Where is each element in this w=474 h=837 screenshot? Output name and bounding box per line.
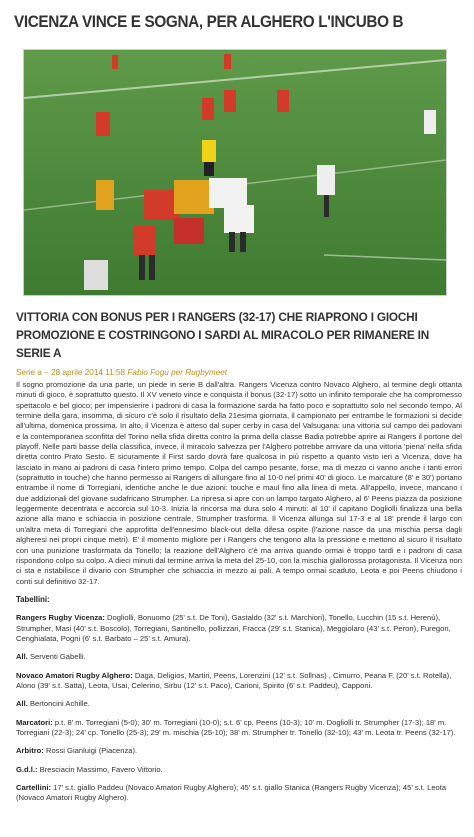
section-label: G.d.l.: xyxy=(16,764,38,774)
lineup-alghero xyxy=(16,671,462,692)
category-link[interactable]: Serie a xyxy=(16,368,42,377)
touch-judges xyxy=(16,765,462,775)
section-label: Marcatori: xyxy=(16,717,53,727)
cards xyxy=(16,783,462,804)
article-author[interactable]: Fabio Fogu per Rugbymeet xyxy=(127,368,228,377)
section-text: Dogliolli, Bonuomo (25' s.t. De Toni), Gastaldo (32' s.t. Marchiori), Tonello, Lucchin (15 s.t. Herenù), Strumpher, Masi (40' s.t. Boscolo), Torregiani, Santinello, pollizzari, Fracca (29' s.t. Stanica), Meggiolaro (43' s.t. Peron), Furegon, Cenghialata, Pogni (6' s.t. Barbato – 25' s.t. Amura). xyxy=(16,613,451,643)
section-text: Serventi Gabelli. xyxy=(27,652,86,662)
article-subheadline: VITTORIA CON BONUS PER I RANGERS (32-17) CHE RIAPRONO I GIOCHI PROMOZIONE E COSTRINGONO I SARDI AL MIRACOLO PER RIMANERE IN SERIE A xyxy=(16,310,430,360)
rugby-match-photo xyxy=(24,50,446,295)
section-text: Rossi Gianluigi (Piacenza). xyxy=(43,746,138,756)
tabellini-label: Tabellini: xyxy=(16,594,50,604)
article-body: Il sogno promozione da una parte, un piede in serie B dall'altra. Rangers Vicenza contro Novaco Alghero, al termine degli ottanta minuti di gioco, è soprattutto questo. Il XV veneto vince e conquista il bonus (32-17) sotto un infinito temporale che ha compromesso spettacolo e bel gioco; per impensierire i padroni di casa la formazione sarda ha fatto poco e soprattutto solo nel secondo tempo. Al termine della gara, insomma, di sicuro c'è solo il risultato della 21esima giornata, il campionato per entrambe le formazioni si decide all'ultima, domenica prossima. In alto, il Vicenza è atteso dal super cerby in casa del Valsugana: una vittoria sul campo dei padovani e la contemporanea sconfitta del Torino nella sfida diretta contro la prima della classe Badia potrebbe aprire ai Rangers il portone del playoff. Nelle parti basse della classifica, invece, il miracolo salvezza per l'Alghero potrebbe arrivare da una vittoria 'piena' nella sfida diretta contro Prato Sesto. E sicuramente il First sardo dovrà fare qualcosa in più rispetto a quanto visto ieri a Vicenza, dove ha lasciato in mano ai padroni di casa l'intero primo tempo. Colpa del campo pesante, forse, ma di mezzo ci vanno anche i tanti errori (soprattutto in touche) che hanno permesso ai Rangers di allungare fino al 10-0 nel primi 40' di gioco. Le marcature (8' e 30') portano entrambe il nome di Torregiani, identiche anche le due azioni: touche e maul fino alla linea di meta. All'appello, invece, mancano i due addizionali del giovane sudafricano Strumpher. La ripresa si apre con un lampo targato Alghero, al 6' Peens piazza da posizione leggermente decentrata e accorcia sul 10-3. Inizia la rincorsa ma dura solo 4 minuti: al 10' il capitano Dogliolli finalizza una bella azione alla mano e schiaccia in posizione centrale, Strumpher trasforma. Il Vicenza allunga sul 17-3 e al 18' prende il largo con un'altra meta di Torregiani che approfitta dell'ennesimo black-out della difesa ospite (l'azione nasce da una mischia persa dagli algheresi nei propri cinque metri). E' il momento migliore per i Rangers che tengono alta la pressione e mettono al sicuro il risultato con una punizione trasformata da Tonello; la reazione dell'Alghero c'è ma arriva quando ormai è troppo tardi e i padroni di casa rispondono colpo su colpo. A dieci minuti dal termine arriva la meta del 25-10, con la mischia giallorossa protagonista. Il Vicenza non ci sta e ristabilisce il divario con Strumpher che schiaccia in mezzo ai pali. A tempo ormai scaduto, Leota e poi Peens chiudono i conti sul definitivo 32-17. xyxy=(16,380,462,586)
article-photo xyxy=(23,49,447,296)
article-headline: VICENZA VINCE E SOGNA, PER ALGHERO L'INCUBO B xyxy=(14,12,404,31)
section-text: Daga, Deligios, Martiri, Peens, Lorenzini (12' s.t. Sollnas) , Cimurro, Peana F. (20' s.t. Rotella), Alono (39' s.t. Satta), Leota, Usai, Celerino, Sirbu (12' s.t. Paco), Carioni, Spirito (6' s.t. Paddeu), Capponi. xyxy=(16,670,452,690)
section-label: All. xyxy=(16,699,28,709)
section-text: 17' s.t. giallo Paddeu (Novaco Amatori Rugby Alghero); 45' s.t. giallo Stanica (Rangers Rugby Vicenza); 45' s.t. Leota (Novaco Amatori Rugby Alghero). xyxy=(16,783,447,803)
section-label: Novaco Amatori Rugby Alghero: xyxy=(16,670,133,680)
article-page xyxy=(0,12,474,837)
section-label: Cartellini: xyxy=(16,783,52,792)
meta-separator: – xyxy=(41,368,52,377)
section-text: Bertoncini Achille. xyxy=(27,699,90,709)
article-meta xyxy=(16,368,468,377)
section-label: Rangers Rugby Vicenza: xyxy=(16,613,105,623)
scorers xyxy=(16,718,462,739)
lineup-vicenza xyxy=(16,613,462,644)
section-text: Bresciacin Massimo, Favero Vittorio. xyxy=(37,764,163,774)
section-label: All. xyxy=(16,652,28,662)
coach-alghero xyxy=(16,699,462,709)
section-label: Arbitro: xyxy=(16,746,44,756)
section-text: p.t. 8' m. Torregiani (5-0); 30' m. Torregiani (10-0); s.t. 6' cp. Peens (10-3); 10' m. Dogliolli tr. Strumpher (17-3); 18' m. Torregiani (22-3); 24' cp. Tonello (25-3); 29' m. mischia (25-10); 38' m. Strumpher tr. Tonello (32-10); 43' m. Leota tr. Peens (32-17). xyxy=(16,717,456,737)
referee xyxy=(16,746,462,756)
article-date: 28 aprile 2014 11:58 xyxy=(51,368,126,377)
coach-vicenza xyxy=(16,652,462,662)
